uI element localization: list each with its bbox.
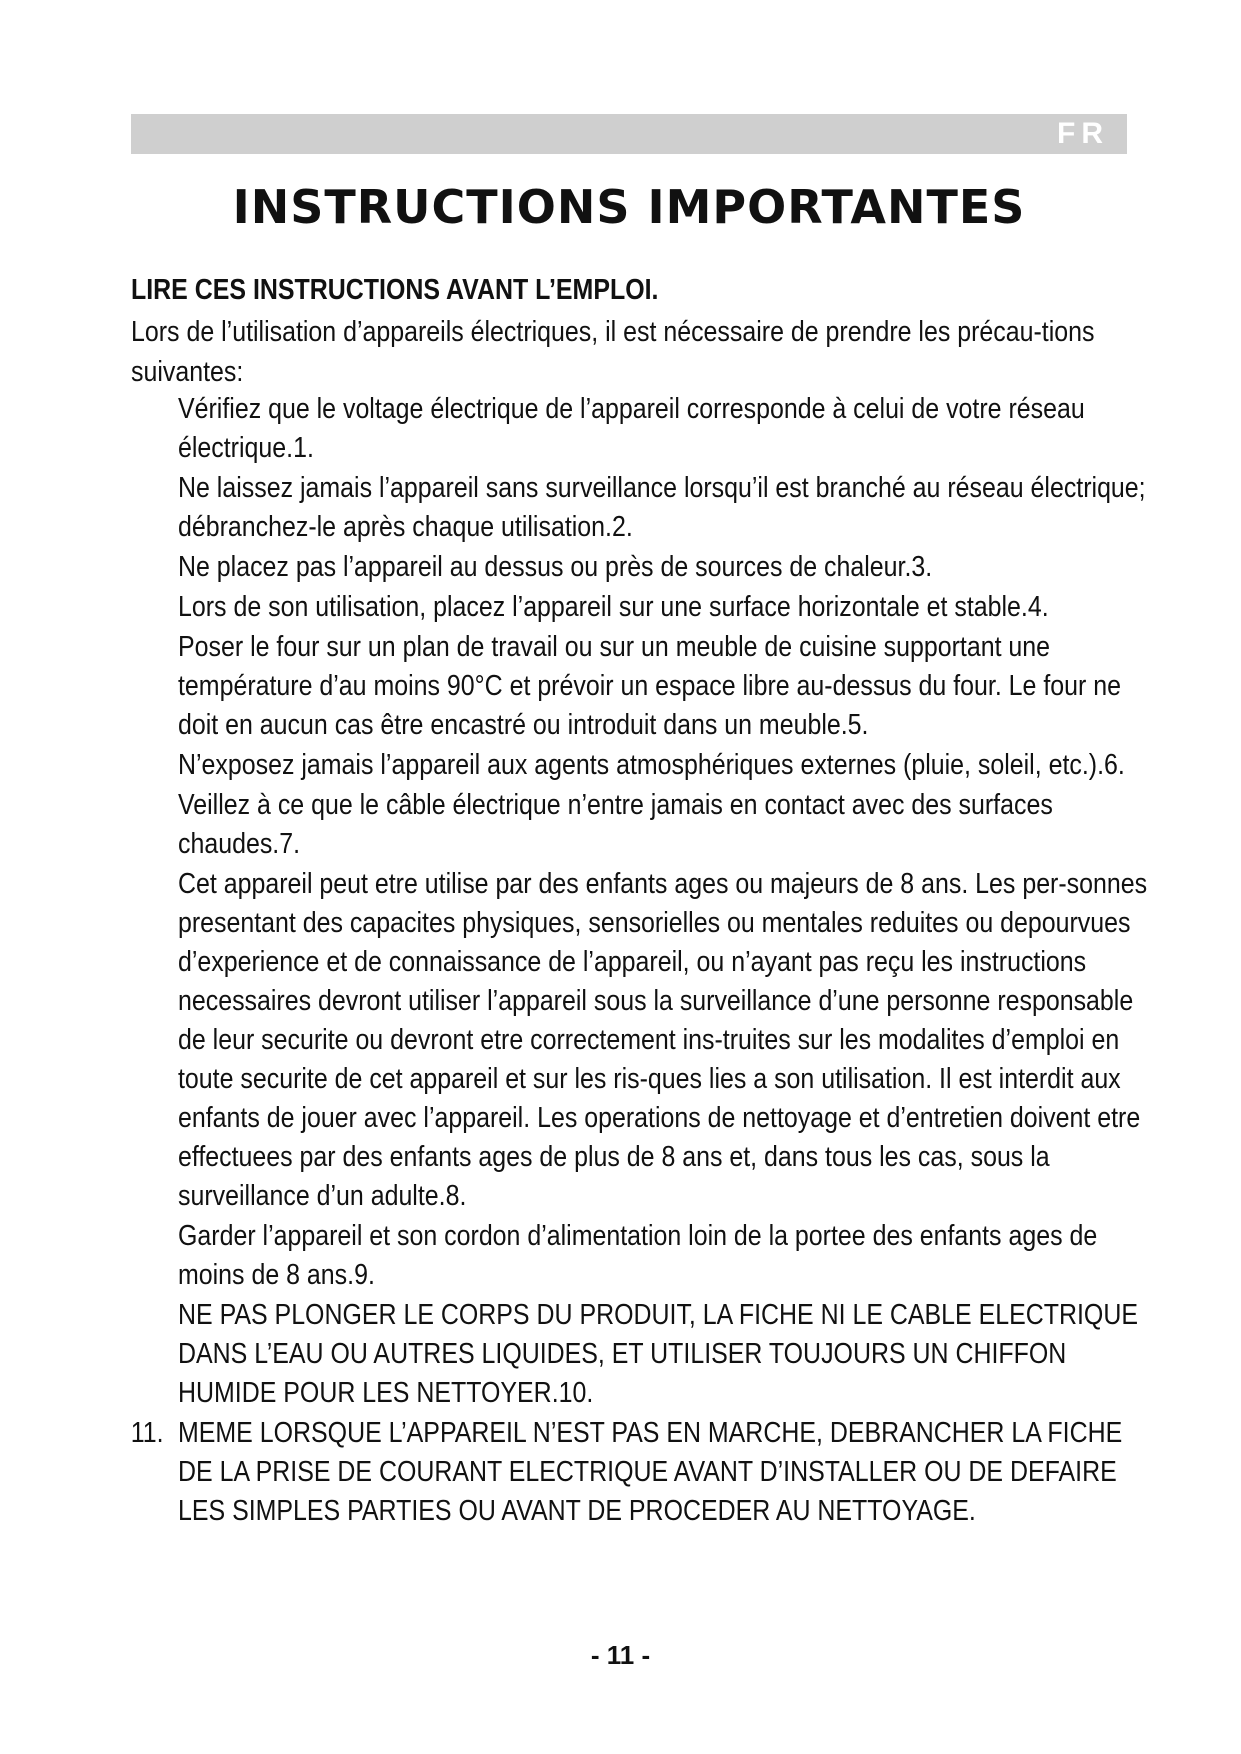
language-label: FR [1057, 117, 1109, 150]
list-item: Lors de son utilisation, placez l’appareil sur une surface horizontale et stable.4. [178, 591, 1049, 623]
page-number: - 11 - [590, 1640, 651, 1670]
instruction-list [130, 390, 1158, 1532]
subtitle: LIRE CES INSTRUCTIONS AVANT L’EMPLOI. [131, 274, 659, 306]
list-item: Vérifiez que le voltage électrique de l’appareil corresponde à celui de votre réseau électrique.1. [178, 393, 1085, 464]
list-item: Ne placez pas l’appareil au dessus ou près de sources de chaleur.3. [178, 551, 933, 583]
list-item: Cet appareil peut etre utilise par des enfants ages ou majeurs de 8 ans. Les per-sonnes presentant des capacites physiques, sensorielles ou mentales reduites ou depourvues d’experience et de connaissance de l’appareil, ou n’ayant pas reçu les instructions necessaires devront utiliser l’appareil sous la surveillance d’une personne responsable de leur securite ou devront etre correctement ins-truites sur les modalites d’emploi en toute securite de cet appareil et sur les ris-ques lies a son utilisation. Il est interdit aux enfants de jouer avec l’appareil. Les operations de nettoyage et d’entretien doivent etre effectuees par des enfants ages de plus de 8 ans et, dans tous les cas, sous la surveillance d’un adulte.8. [178, 868, 1148, 1212]
header-bar [131, 114, 1127, 154]
intro-paragraph: Lors de l’utilisation d’appareils électriques, il est nécessaire de prendre les précau-tions suivantes: [131, 316, 1095, 388]
list-item: Poser le four sur un plan de travail ou sur un meuble de cuisine supportant une température d’au moins 90°C et prévoir un espace libre au-dessus du four. Le four ne doit en aucun cas être encastré ou introduit dans un meuble.5. [178, 631, 1122, 741]
list-item: Ne laissez jamais l’appareil sans surveillance lorsqu’il est branché au réseau électrique; débranchez-le après chaque utilisation.2. [178, 472, 1146, 543]
list-item: Veillez à ce que le câble électrique n’entre jamais en contact avec des surfaces chaudes.7. [178, 789, 1053, 860]
list-item: N’exposez jamais l’appareil aux agents atmosphériques externes (pluie, soleil, etc.).6. [178, 749, 1125, 781]
list-item: Garder l’appareil et son cordon d’alimentation loin de la portee des enfants ages de moins de 8 ans.9. [178, 1220, 1098, 1291]
list-item: NE PAS PLONGER LE CORPS DU PRODUIT, LA FICHE NI LE CABLE ELECTRIQUE DANS L’EAU OU AUTRES LIQUIDES, ET UTILISER TOUJOURS UN CHIFFON HUMIDE POUR LES NETTOYER.10. [178, 1299, 1138, 1409]
page-title: INSTRUCTIONS IMPORTANTES [232, 180, 1026, 234]
list-item: 11. MEME LORSQUE L’APPAREIL N’EST PAS EN MARCHE, DEBRANCHER LA FICHE DE LA PRISE DE COURANT ELECTRIQUE AVANT D’INSTALLER OU DE DEFAIRE LES SIMPLES PARTIES OU AVANT DE PROCEDER AU NETTOYAGE. [130, 1417, 1123, 1527]
